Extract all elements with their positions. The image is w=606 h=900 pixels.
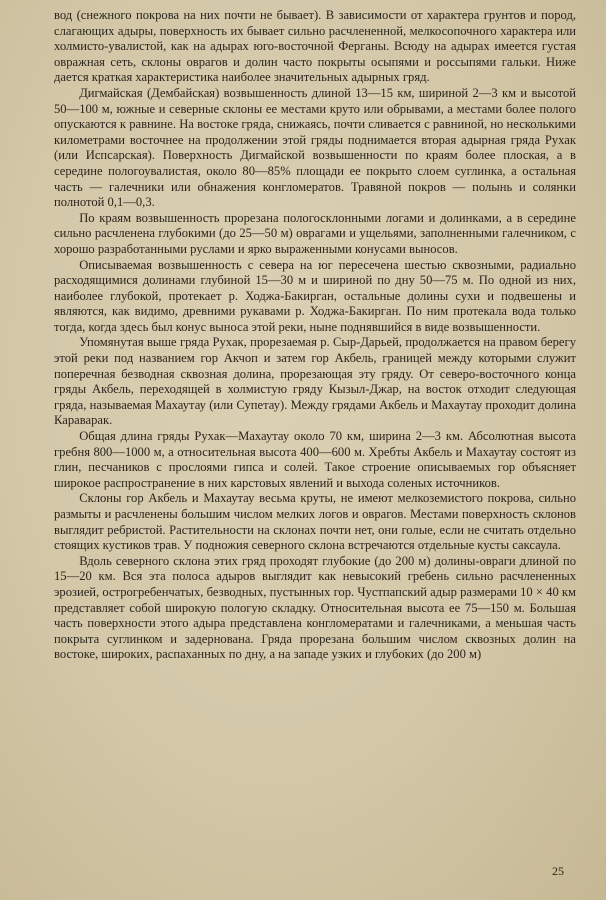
paragraph: Общая длина гряды Рухак—Махаутау около 70 км, ширина 2—3 км. Абсолютная высота гребня 800—1000 м, а относительная высота 400—600 м. Хребты Акбель и Махаутау состоят из глин, песчаников с прослоями гипса и солей. Такое строение описываемых гор объясняет широкое распространение в них карстовых явлений и выхода соленых источников. [54,429,576,490]
paragraph: вод (снежного покрова на них почти не бывает). В зависимости от характера грунтов и пород, слагающих адыры, поверхность их бывает сильно расчлененной, мелкосопочного характера или холмисто-увалистой, как на адырах юго-восточной Ферганы. Всюду на адырах имеется густая овражная сеть, склоны оврагов и долин часто покрыты осыпями и россыпями гальки. Ниже дается краткая характеристика наиболее значительных адырных гряд. [54,8,576,85]
paragraph: Дигмайская (Дембайская) возвышенность длиной 13—15 км, шириной 2—3 км и высотой 50—100 м, южные и северные склоны ее местами круто или обрывами, а местами более полого опускаются к равнине. На востоке гряда, снижаясь, почти сливается с равниной, но несколькими километрами восточнее на продолжении этой гряды поднимается вторая адырная гряда Рухак (или Испсарская). Поверхность Дигмайской возвышенности по краям более плоская, а в середине пологоувалистая, около 80—85% площади ее покрыто слоем суглинка, а остальная часть — галечники или обнажения конгломератов. Травяной покров — полынь и солянки полнотой 0,1—0,3. [54,85,576,210]
paragraph: Вдоль северного склона этих гряд проходят глубокие (до 200 м) долины-овраги длиной по 15—20 км. Вся эта полоса адыров выглядит как невысокий гребень сильно расчлененных эрозией, острогребенчатых, безводных, пустынных гор. Чустпапский адыр размерами 10 × 40 км представляет собой широкую пологую складку. Относительная высота ее 75—150 м. Большая часть поверхности этого адыра представлена конгломератами и галечниками, а меньшая часть покрыта суглинком и задернована. Гряда прорезана большим числом сквозных долин на востоке, широких, распаханных по дну, а на западе узких и глубоких (до 200 м) [54,553,576,662]
paragraph: По краям возвышенность прорезана пологосклонными логами и долинками, а в середине сильно расчленена глубокими (до 25—50 м) оврагами и ущельями, заполненными галечником, с хорошо разработанными руслами и ярко выраженными конусами выносов. [54,210,576,256]
paragraph: Упомянутая выше гряда Рухак, прорезаемая р. Сыр-Дарьей, продолжается на правом берегу этой реки под названием гор Акчоп и затем гор Акбель, границей между которыми служит поперечная безводная сквозная долина, прорезающая эту гряду. От северо-восточного конца гряды Акбель, переходящей в холмистую гряду Кызыл-Джар, на восток отходит следующая гряда, называемая Махаутау (или Супетау). Между грядами Акбель и Махаутау проходит долина Караварак. [54,335,576,428]
page-number: 25 [552,864,564,878]
body-text [54,8,576,663]
paragraph: Описываемая возвышенность с севера на юг пересечена шестью сквозными, радиально расходящимися долинами глубиной 15—30 м и шириной по дну 50—75 м. По одной из них, наиболее глубокой, протекает р. Ходжа-Бакирган, остальные долины сухи и подвешены и являются, как видимо, древними рукавами р. Ходжа-Бакирган. По ним протекала вода только тогда, когда здесь был конус выноса этой реки, ныне поднявшийся в виде возвышенности. [54,257,576,334]
paragraph: Склоны гор Акбель и Махаутау весьма круты, не имеют мелкоземистого покрова, сильно размыты и расчленены большим числом мелких логов и оврагов. Местами поверхность склонов выглядит ребристой. Растительности на склонах почти нет, они голые, если не считать отдельно стоящих кустиков трав. У подножия северного склона встречаются отдельные кусты саксаула. [54,491,576,553]
